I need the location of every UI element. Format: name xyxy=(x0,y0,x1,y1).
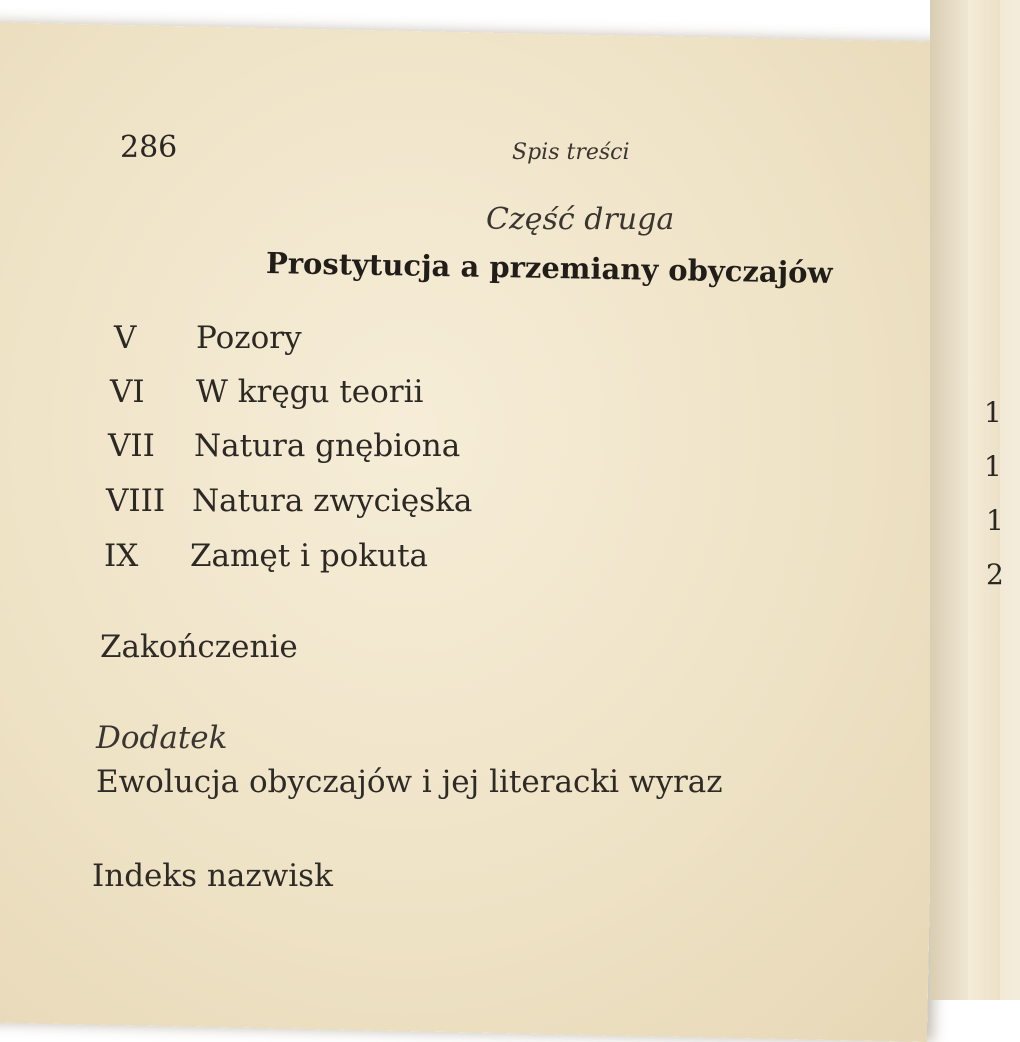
conclusion-entry: Zakończenie xyxy=(100,629,298,665)
chapter-title: Zamęt i pokuta xyxy=(190,538,429,574)
chapter-numeral: V xyxy=(114,320,137,356)
facing-page-fragment: 1 xyxy=(984,396,1002,429)
toc-entry xyxy=(108,428,528,468)
page-number: 286 xyxy=(120,130,178,165)
facing-page-fragment: 2 xyxy=(986,558,1004,591)
toc-entry xyxy=(104,538,524,578)
part-title: Prostytucja a przemiany obyczajów xyxy=(265,246,833,290)
running-head: Spis treści xyxy=(512,140,630,165)
chapter-numeral: VIII xyxy=(106,483,166,519)
toc-entry xyxy=(106,483,546,523)
part-label: Część druga xyxy=(486,202,675,237)
toc-entry xyxy=(110,374,530,414)
facing-page-fragment: 1 xyxy=(986,504,1004,537)
index-entry: Indeks nazwisk xyxy=(92,858,333,894)
toc-entry xyxy=(114,320,514,360)
chapter-numeral: IX xyxy=(104,538,139,574)
chapter-numeral: VI xyxy=(110,374,145,410)
facing-page-fragment: 1 xyxy=(984,450,1002,483)
chapter-title: Natura zwycięska xyxy=(192,483,473,519)
appendix-title: Ewolucja obyczajów i jej literacki wyraz xyxy=(96,764,723,800)
chapter-title: W kręgu teorii xyxy=(196,374,424,410)
chapter-numeral: VII xyxy=(108,428,155,464)
chapter-title: Natura gnębiona xyxy=(194,428,461,464)
chapter-title: Pozory xyxy=(196,320,302,356)
appendix-label: Dodatek xyxy=(96,720,228,756)
